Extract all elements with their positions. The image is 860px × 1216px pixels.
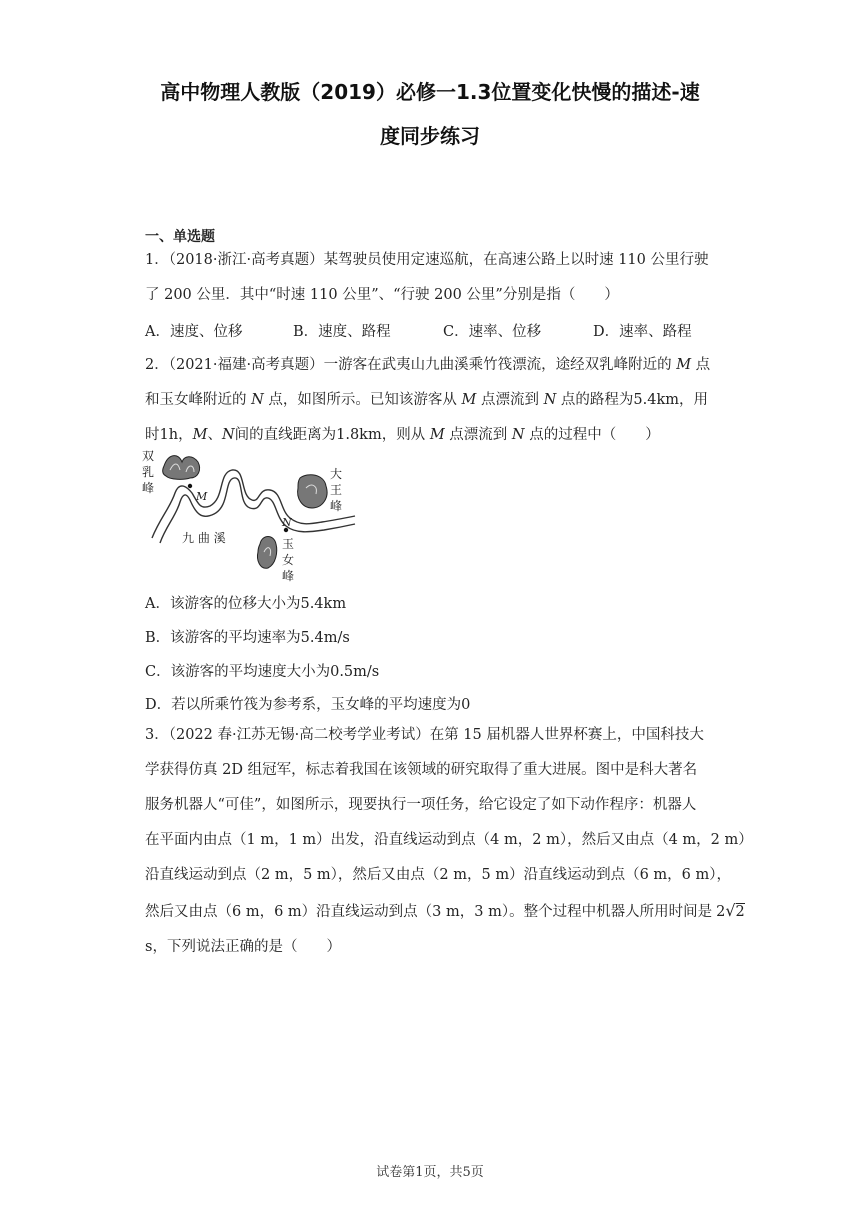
- q3-line4: 在平面内由点（1 m，1 m）出发，沿直线运动到点（4 m，2 m），然后又由点（4 m，2 m）: [145, 832, 753, 848]
- label-yunv-2: 女: [282, 553, 295, 567]
- section-heading: 一、单选题: [145, 229, 215, 245]
- label-shuangru-2: 乳: [142, 465, 155, 479]
- label-shuangru-1: 双: [142, 449, 155, 463]
- q3-line1: 3．（2022 春·江苏无锡·高二校考学业考试）在第 15 届机器人世界杯赛上，中国科技大: [145, 727, 704, 743]
- label-m: M: [196, 490, 208, 503]
- q1-option-b: B．速度、路程: [293, 324, 391, 340]
- q2-option-a: A．该游客的位移大小为5.4km: [145, 596, 347, 612]
- question-1: [145, 243, 715, 313]
- label-n: N: [282, 516, 292, 529]
- q2-line1: 2．（2021·福建·高考真题）一游客在武夷山九曲溪乘竹筏漂流，途经双乳峰附近的 M 点: [145, 357, 711, 373]
- q1-option-c: C．速率、位移: [443, 324, 542, 340]
- label-yunv-3: 峰: [282, 569, 295, 583]
- q2-line3: 时1h，M、N间的直线距离为1.8km，则从 M 点漂流到 N 点的过程中（ ）: [145, 427, 660, 443]
- q3-line2: 学获得仿真 2D 组冠军，标志着我国在该领域的研究取得了重大进展。图中是科大著名: [145, 762, 698, 778]
- label-dawang-1: 大: [330, 467, 343, 481]
- question-3: [145, 718, 753, 965]
- q3-line6: 然后又由点（6 m，6 m）沿直线运动到点（3 m，3 m）。整个过程中机器人所用时间是 2√2: [145, 893, 715, 930]
- time-sqrt-expression: 2√2: [716, 901, 745, 920]
- shuangru-peak-shape: [163, 456, 200, 480]
- label-jiuquxi: 九 曲 溪: [182, 531, 226, 545]
- q2-line2: 和玉女峰附近的 N 点，如图所示。已知该游客从 M 点漂流到 N 点的路程为5.4km，用: [145, 392, 708, 408]
- q1-line2: 了 200 公里．其中“时速 110 公里”、“行驶 200 公里”分别是指（ ）: [145, 287, 619, 303]
- jiuqu-stream-map: [140, 448, 360, 583]
- q3-line3: 服务机器人“可佳”，如图所示，现要执行一项任务，给它设定了如下动作程序：机器人: [145, 797, 697, 813]
- q2-option-d: D．若以所乘竹筏为参考系，玉女峰的平均速度为0: [145, 697, 471, 713]
- river-bank-upper: [152, 470, 355, 538]
- q3-line7: s，下列说法正确的是（ ）: [145, 939, 341, 955]
- label-yunv-1: 玉: [282, 537, 295, 551]
- point-m-marker: [188, 484, 192, 488]
- q3-line5: 沿直线运动到点（2 m，5 m），然后又由点（2 m，5 m）沿直线运动到点（6 m，6 m），: [145, 867, 732, 883]
- label-dawang-2: 王: [330, 483, 343, 497]
- page-footer: 试卷第1页，共5页: [376, 1165, 484, 1180]
- label-dawang-3: 峰: [330, 499, 343, 513]
- dawang-peak-shape: [298, 475, 327, 508]
- q2-option-b: B．该游客的平均速率为5.4m/s: [145, 630, 350, 646]
- label-shuangru-3: 峰: [142, 481, 155, 495]
- q1-option-a: A．速度、位移: [145, 324, 243, 340]
- yunv-peak-shape: [257, 537, 276, 569]
- doc-title-line1: 高中物理人教版（2019）必修一1.3位置变化快慢的描述-速: [160, 80, 700, 104]
- doc-title-line2: 度同步练习: [380, 124, 480, 148]
- q1-line1: 1．（2018·浙江·高考真题）某驾驶员使用定速巡航，在高速公路上以时速 110 公里行驶: [145, 252, 709, 268]
- q2-option-c: C．该游客的平均速度大小为0.5m/s: [145, 664, 380, 680]
- q1-option-d: D．速率、路程: [593, 324, 692, 340]
- question-2: [145, 348, 715, 453]
